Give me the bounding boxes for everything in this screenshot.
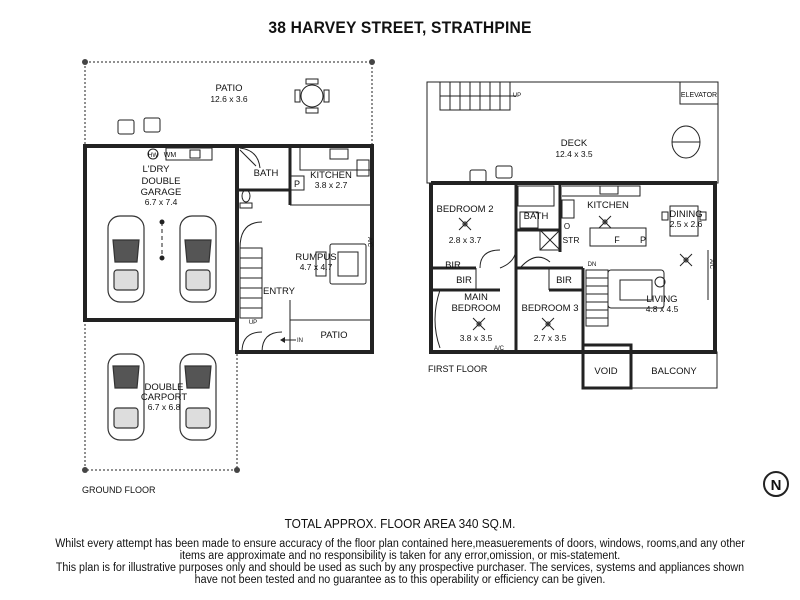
garage-label: DOUBLE — [141, 176, 181, 187]
pantry-label: P — [293, 179, 301, 189]
first-pantry-label: P — [639, 235, 647, 245]
first-floor-stairs — [586, 270, 608, 326]
bedroom3-dims: 2.7 x 3.5 — [533, 333, 567, 343]
ground-floor-label: GROUND FLOOR — [82, 485, 156, 495]
living-ac-label: A/C — [708, 258, 714, 270]
void-label: VOID — [594, 366, 618, 377]
disclaimer-line: items are approximate and no responsibility is taken for any error,omission, or mis-statement. — [179, 550, 621, 562]
hw-label: HW — [148, 153, 158, 159]
deck-chairs-icon — [470, 166, 512, 182]
living-label: LIVING — [646, 294, 678, 305]
ground-kitchen-dims: 3.8 x 2.7 — [314, 180, 348, 190]
living-dims: 4.8 x 4.5 — [645, 304, 679, 314]
deck-stairs — [440, 82, 516, 110]
first-floor-label: FIRST FLOOR — [428, 364, 488, 374]
garage-label-2: GARAGE — [140, 187, 182, 198]
car-icon — [108, 216, 144, 302]
dn-label: DN — [587, 262, 597, 268]
compass-icon — [764, 472, 788, 496]
balcony-label: BALCONY — [651, 366, 697, 377]
dining-dims: 2.5 x 2.6 — [669, 219, 703, 229]
laundry-label: L'DRY — [142, 164, 170, 175]
carport-label: DOUBLE — [144, 382, 184, 393]
compass-label: N — [770, 477, 782, 494]
bedroom2-dims: 2.8 x 3.7 — [448, 235, 482, 245]
front-patio-label: PATIO — [320, 330, 348, 341]
oven-label: O — [563, 222, 571, 231]
carport-label-2: CARPORT — [140, 392, 188, 403]
garage-dims: 6.7 x 7.4 — [144, 197, 178, 207]
bedroom2-label: BEDROOM 2 — [436, 204, 494, 215]
patio-chairs-icon — [118, 118, 160, 134]
main-bedroom-dims: 3.8 x 3.5 — [459, 333, 493, 343]
disclaimer-line: Whilst every attempt has been made to ensure accuracy of the floor plan contained here,measuerements of doors, windows, rooms,and any other — [55, 538, 745, 550]
deck-up-label: UP — [512, 93, 522, 99]
main-bedroom-label-2: BEDROOM — [451, 303, 501, 314]
plan-title: 38 HARVEY STREET, STRATHPINE — [268, 18, 532, 37]
first-kitchen-label: KITCHEN — [587, 200, 629, 211]
wm-label: WM — [163, 152, 177, 159]
patio-top-dims: 12.6 x 3.6 — [210, 94, 248, 104]
patio-top-label: PATIO — [215, 83, 243, 94]
first-bath-label: BATH — [523, 211, 549, 222]
ground-bath-label: BATH — [253, 168, 279, 179]
disclaimer-line: have not been tested and no guarantee as to this operability or efficiency can be given. — [194, 574, 606, 586]
store-label: STR — [562, 235, 580, 245]
rumpus-ac-label: A/C — [366, 236, 372, 248]
disclaimer-line: This plan is for illustrative purposes only and should be used as such by any prospective purchaser. The services, systems and appliances shown — [55, 562, 745, 574]
car-icon — [108, 354, 144, 440]
main-bedroom-label: MAIN — [464, 292, 488, 303]
bottom-ac-label: A/C — [493, 346, 505, 352]
bir-label-1: BIR — [445, 260, 461, 271]
dining-label: DINING — [669, 209, 703, 220]
deck-table-icon — [672, 126, 700, 158]
entry-label: ENTRY — [262, 286, 296, 297]
fridge-label: F — [614, 235, 620, 245]
car-icon — [180, 216, 216, 302]
bir-label-3: BIR — [556, 275, 572, 286]
elevator-label: ELEVATOR — [680, 92, 718, 99]
patio-table-icon — [295, 79, 329, 113]
deck-label: DECK — [560, 138, 588, 149]
rumpus-label: RUMPUS — [295, 252, 337, 263]
rumpus-dims: 4.7 x 4.7 — [299, 262, 333, 272]
bir-label-2: BIR — [456, 275, 472, 286]
ground-kitchen-label: KITCHEN — [310, 170, 352, 181]
deck-dims: 12.4 x 3.5 — [555, 149, 593, 159]
carport-dims: 6.7 x 6.8 — [147, 402, 181, 412]
ground-stairs — [240, 222, 262, 318]
disclaimer — [28, 538, 772, 586]
total-floor-area: TOTAL APPROX. FLOOR AREA 340 SQ.M. — [284, 517, 516, 531]
in-label: IN — [297, 338, 303, 344]
ground-up-label: UP — [248, 320, 258, 326]
bedroom3-label: BEDROOM 3 — [521, 303, 579, 314]
